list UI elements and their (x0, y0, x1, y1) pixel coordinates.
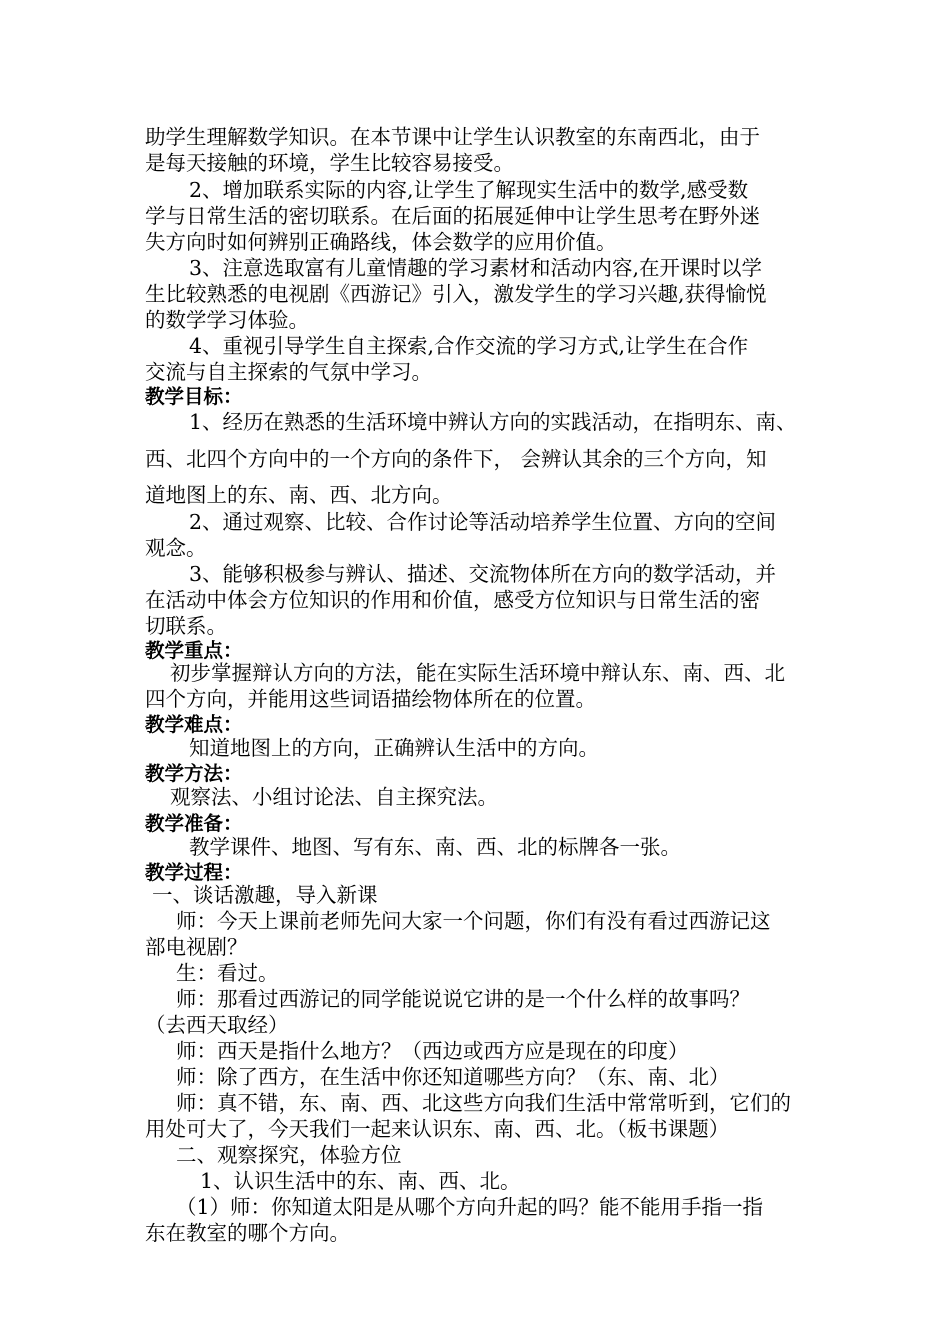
text-line: 1、经历在熟悉的生活环境中辨认方向的实践活动，在指明东、南、 (189, 410, 797, 434)
text-line: 3、注意选取富有儿童情趣的学习素材和活动内容,在开课时以学 (189, 256, 763, 280)
text-line: 2、通过观察、比较、合作讨论等活动培养学生位置、方向的空间 (189, 510, 777, 534)
text-line: 助学生理解数学知识。在本节课中让学生认识教室的东南西北，由于 (145, 125, 760, 149)
text-line: 用处可大了，今天我们一起来认识东、南、西、北。（板书课题） (145, 1117, 730, 1141)
text-line: 1、认识生活中的东、南、西、北。 (200, 1169, 521, 1193)
text-line: 师：那看过西游记的同学能说说它讲的是一个什么样的故事吗？ (176, 987, 750, 1011)
text-line: 师：今天上课前老师先问大家一个问题，你们有没有看过西游记这 (176, 909, 771, 933)
text-line: 观念。 (145, 536, 207, 560)
text-line: （去西天取经） (145, 1013, 289, 1037)
text-line: 2、增加联系实际的内容,让学生了解现实生活中的数学,感受数 (189, 178, 749, 202)
text-line: 部电视剧？ (145, 935, 248, 959)
text-line: 知道地图上的方向，正确辨认生活中的方向。 (189, 736, 599, 760)
text-line: 初步掌握辩认方向的方法，能在实际生活环境中辩认东、南、西、北 (170, 661, 785, 685)
text-line: 教学课件、地图、写有东、南、西、北的标牌各一张。 (189, 835, 681, 859)
text-line: 生比较熟悉的电视剧《西游记》引入，激发学生的学习兴趣,获得愉悦 (145, 282, 767, 306)
text-line: 一、谈话激趣，导入新课 (152, 883, 378, 907)
text-line: 交流与自主探索的气氛中学习。 (145, 360, 432, 384)
text-line: 3、能够积极参与辨认、描述、交流物体所在方向的数学活动，并 (189, 562, 777, 586)
section-heading: 教学重点： (145, 639, 243, 662)
text-line: 四个方向，并能用这些词语描绘物体所在的位置。 (145, 687, 596, 711)
section-heading: 教学目标： (145, 385, 243, 408)
section-heading: 教学过程： (145, 861, 243, 884)
text-line: 师：西天是指什么地方？（西边或西方应是现在的印度） (176, 1039, 689, 1063)
text-line: 的数学学习体验。 (145, 308, 309, 332)
text-line: 观察法、小组讨论法、自主探究法。 (170, 785, 498, 809)
text-line: （1）师：你知道太阳是从哪个方向升起的吗？能不能用手指一指 (176, 1195, 764, 1219)
text-line: 东在教室的哪个方向。 (145, 1221, 350, 1245)
text-line: 生：看过。 (176, 961, 279, 985)
text-line: 失方向时如何辨别正确路线，体会数学的应用价值。 (145, 230, 617, 254)
section-heading: 教学准备： (145, 812, 243, 835)
text-line: 学与日常生活的密切联系。在后面的拓展延伸中让学生思考在野外迷 (145, 204, 760, 228)
text-line: 切联系。 (145, 614, 227, 638)
text-line: 二、观察探究，体验方位 (176, 1143, 402, 1167)
section-heading: 教学难点： (145, 713, 243, 736)
text-line: 是每天接触的环境，学生比较容易接受。 (145, 151, 514, 175)
text-line: 师：真不错，东、南、西、北这些方向我们生活中常常听到，它们的 (176, 1091, 791, 1115)
text-line: 4、重视引导学生自主探索,合作交流的学习方式,让学生在合作 (189, 334, 749, 358)
text-line: 西、北四个方向中的一个方向的条件下， 会辨认其余的三个方向，知 (145, 447, 767, 471)
section-heading: 教学方法： (145, 762, 243, 785)
text-line: 道地图上的东、南、西、北方向。 (145, 483, 453, 507)
text-line: 在活动中体会方位知识的作用和价值，感受方位知识与日常生活的密 (145, 588, 760, 612)
text-line: 师：除了西方，在生活中你还知道哪些方向？（东、南、北） (176, 1065, 730, 1089)
